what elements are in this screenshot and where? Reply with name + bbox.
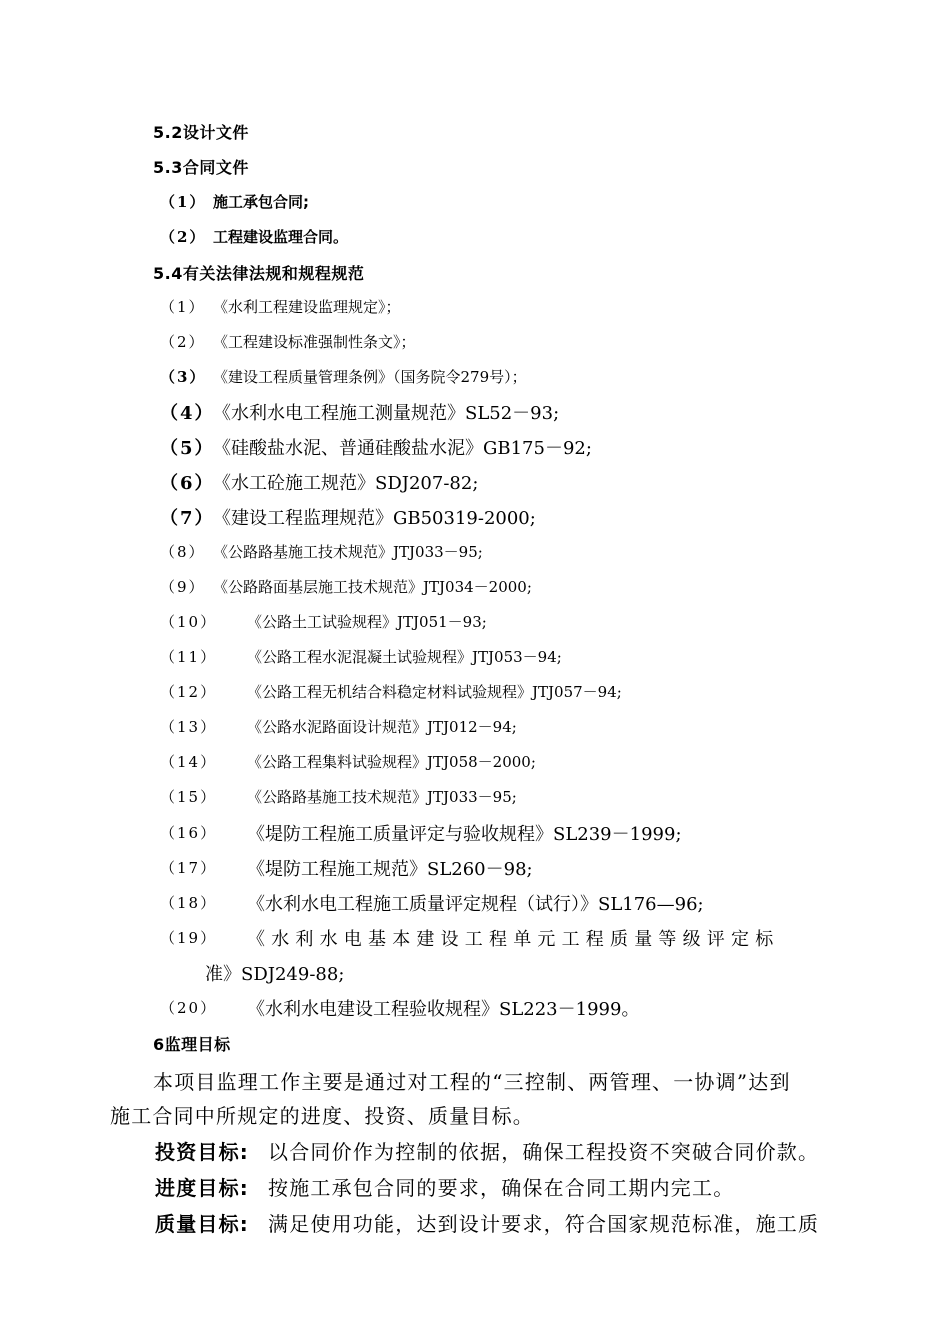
item-number: （4） xyxy=(160,403,215,424)
section-heading-6: 6监理目标 xyxy=(153,1035,231,1054)
item-number: （6） xyxy=(160,473,215,494)
item-text: 《建设工程质量管理条例》（国务院令279号）； xyxy=(213,368,527,386)
item-number: （5） xyxy=(160,438,215,459)
item-text: 《水利水电工程施工测量规范》SL52－93; xyxy=(213,403,560,424)
item-number: （12） xyxy=(160,683,218,701)
item-number: （13） xyxy=(160,718,218,736)
item-number: （8） xyxy=(160,543,206,561)
item-number: （3） xyxy=(160,368,207,386)
item-text: 《水利水电建设工程验收规程》SL223－1999。 xyxy=(247,999,640,1020)
item-number: （7） xyxy=(160,508,215,529)
objectives-intro-line1: 本项目监理工作主要是通过对工程的“三控制、两管理、一协调”达到 xyxy=(153,1070,791,1094)
item-number: （10） xyxy=(160,613,218,631)
item-text: 《公路工程水泥混凝土试验规程》JTJ053－94; xyxy=(247,648,562,666)
item-text: 《公路路基施工技术规范》JTJ033－95; xyxy=(247,788,517,806)
objective-label: 质量目标: xyxy=(155,1212,249,1236)
objective-label: 投资目标: xyxy=(155,1140,249,1164)
item-text: 《水利水电工程施工质量评定规程（试行）》SL176—96; xyxy=(247,894,704,915)
item-number: （15） xyxy=(160,788,218,806)
item-text: 工程建设监理合同。 xyxy=(213,228,349,246)
item-text: 《公路路面基层施工技术规范》JTJ034－2000; xyxy=(213,578,532,596)
item-number: （9） xyxy=(160,578,206,596)
item-text: 《堤防工程施工质量评定与验收规程》SL239－1999; xyxy=(247,824,682,845)
objective-text: 满足使用功能，达到设计要求，符合国家规范标准，施工质 xyxy=(268,1212,820,1236)
item-number: （19） xyxy=(160,929,218,947)
item-text: 《堤防工程施工规范》SL260－98; xyxy=(247,859,533,880)
section-heading-5-2: 5.2设计文件 xyxy=(153,123,249,142)
item-text: 《公路路基施工技术规范》JTJ033－95; xyxy=(213,543,483,561)
item-text: 施工承包合同; xyxy=(213,193,309,211)
objectives-intro-line2: 施工合同中所规定的进度、投资、质量目标。 xyxy=(110,1104,534,1128)
item-text: 《公路工程无机结合料稳定材料试验规程》JTJ057－94; xyxy=(247,683,622,701)
item-text: 《工程建设标准强制性条文》； xyxy=(213,333,416,351)
item-number: （11） xyxy=(160,648,218,666)
item-text: 《公路土工试验规程》JTJ051－93; xyxy=(247,613,487,631)
item-number: （1） xyxy=(160,193,207,211)
item-number: （2） xyxy=(160,333,206,351)
item-text-continued: 准》SDJ249-88; xyxy=(205,964,345,985)
item-number: （14） xyxy=(160,753,218,771)
item-number: （2） xyxy=(160,228,207,246)
item-number: （17） xyxy=(160,859,218,877)
objective-text: 以合同价作为控制的依据，确保工程投资不突破合同价款。 xyxy=(268,1140,820,1164)
item-text: 《水利水电基本建设工程单元工程质量等级评定标 xyxy=(247,929,780,950)
item-number: （18） xyxy=(160,894,218,912)
item-number: （16） xyxy=(160,824,218,842)
section-heading-5-3: 5.3合同文件 xyxy=(153,158,249,177)
objective-label: 进度目标: xyxy=(155,1176,249,1200)
item-text: 《水利工程建设监理规定》； xyxy=(213,298,401,316)
item-text: 《建设工程监理规范》GB50319-2000; xyxy=(213,508,536,529)
item-number: （1） xyxy=(160,298,206,316)
item-text: 《硅酸盐水泥、普通硅酸盐水泥》GB175－92; xyxy=(213,438,592,459)
item-number: （20） xyxy=(160,999,218,1017)
item-text: 《公路工程集料试验规程》JTJ058－2000; xyxy=(247,753,536,771)
objective-text: 按施工承包合同的要求，确保在合同工期内完工。 xyxy=(268,1176,735,1200)
section-heading-5-4: 5.4有关法律法规和规程规范 xyxy=(153,264,365,283)
item-text: 《公路水泥路面设计规范》JTJ012－94; xyxy=(247,718,517,736)
item-text: 《水工砼施工规范》SDJ207-82; xyxy=(213,473,479,494)
